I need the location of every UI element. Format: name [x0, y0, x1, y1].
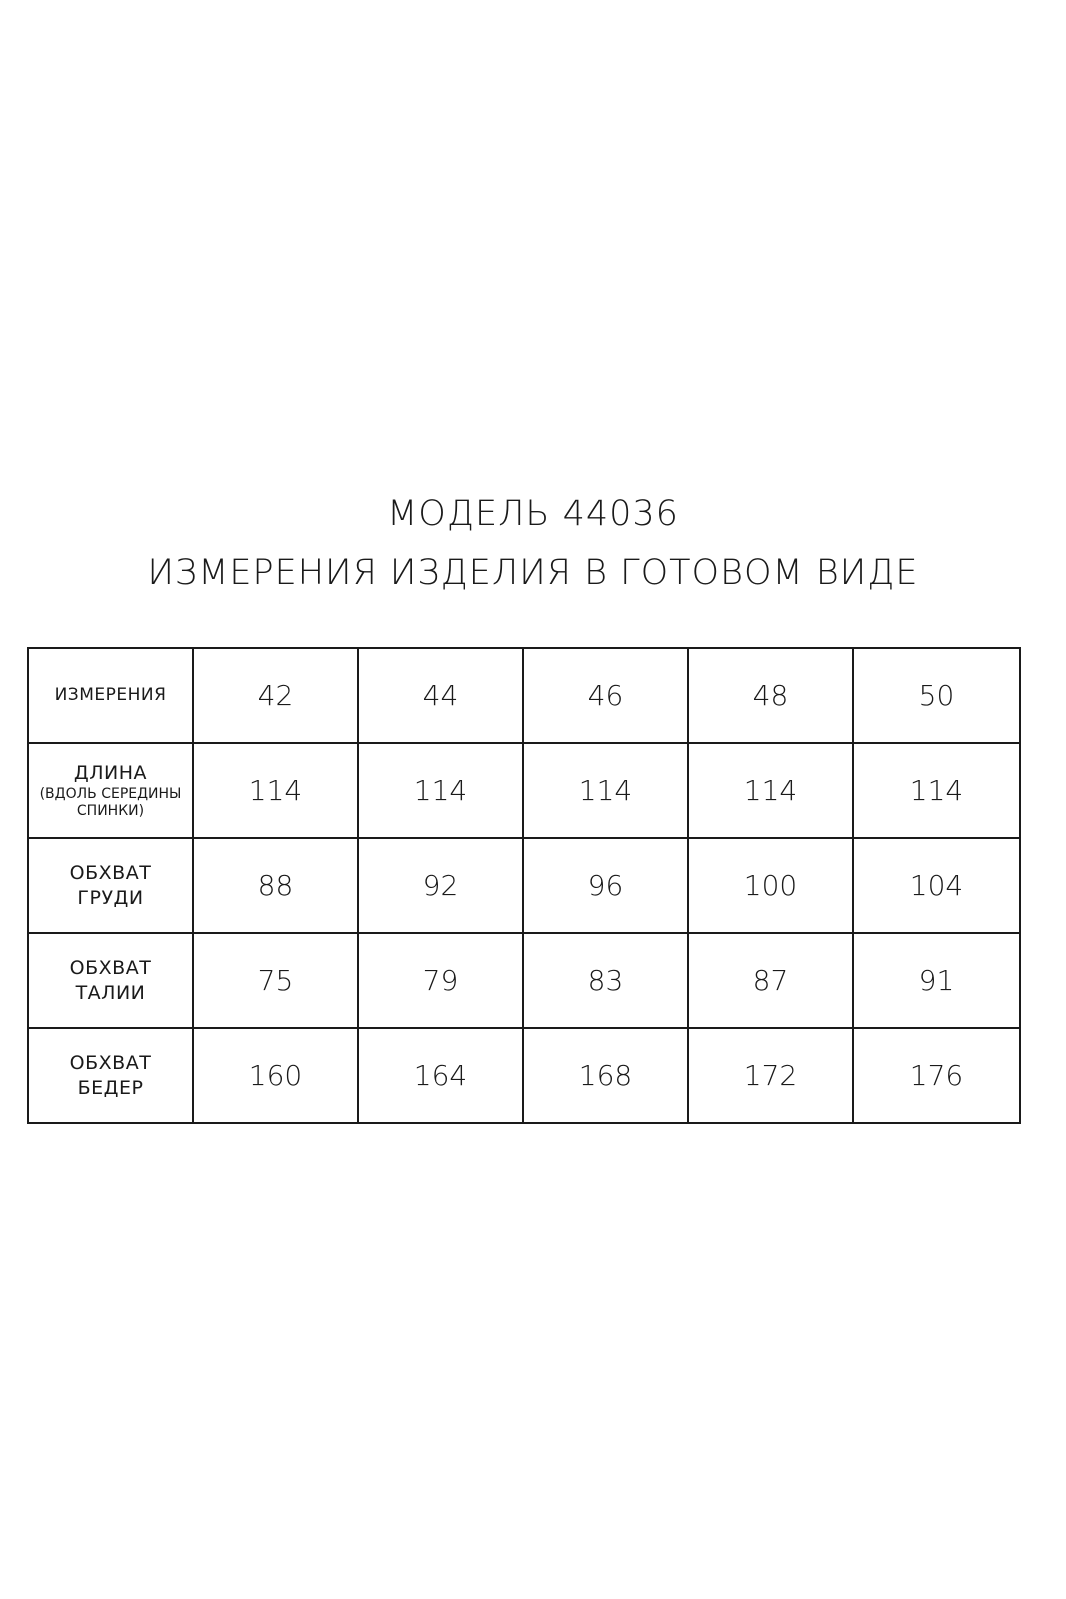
- table-row-length: [28, 743, 1020, 838]
- cell-value: 96: [587, 869, 624, 902]
- header-label-cell: [28, 648, 193, 743]
- cell-value: 114: [578, 774, 633, 807]
- measurements-subtitle: ИЗМЕРЕНИЯ ИЗДЕЛИЯ В ГОТОВОМ ВИДЕ: [147, 553, 919, 593]
- value-cell: [853, 1028, 1020, 1123]
- value-cell: [358, 1028, 523, 1123]
- row-label: ТАЛИИ: [75, 981, 146, 1004]
- row-label-note: СПИНКИ): [76, 803, 145, 819]
- row-label-note: (ВДОЛЬ СЕРЕДИНЫ: [39, 786, 182, 802]
- size-header: 44: [422, 679, 459, 712]
- cell-value: 75: [257, 964, 294, 997]
- value-cell: [523, 743, 688, 838]
- cell-value: 92: [422, 869, 459, 902]
- value-cell: [358, 743, 523, 838]
- cell-value: 164: [413, 1059, 468, 1092]
- value-cell: [193, 838, 358, 933]
- cell-value: 91: [918, 964, 955, 997]
- value-cell: [523, 838, 688, 933]
- cell-value: 79: [422, 964, 459, 997]
- cell-value: 160: [248, 1059, 303, 1092]
- cell-value: 168: [578, 1059, 633, 1092]
- value-cell: [193, 933, 358, 1028]
- value-cell: [688, 1028, 853, 1123]
- cell-value: 104: [909, 869, 964, 902]
- value-cell: [688, 743, 853, 838]
- size-header: 46: [587, 679, 624, 712]
- model-title: МОДЕЛЬ 44036: [387, 494, 679, 534]
- value-cell: [523, 933, 688, 1028]
- size-header-cell: [193, 648, 358, 743]
- cell-value: 114: [248, 774, 303, 807]
- cell-value: 100: [743, 869, 798, 902]
- row-label-cell: [28, 743, 193, 838]
- size-header-cell: [688, 648, 853, 743]
- size-header-cell: [358, 648, 523, 743]
- value-cell: [688, 838, 853, 933]
- size-header-cell: [523, 648, 688, 743]
- row-label-cell: [28, 1028, 193, 1123]
- value-cell: [853, 933, 1020, 1028]
- size-header-cell: [853, 648, 1020, 743]
- cell-value: 172: [743, 1059, 798, 1092]
- row-label-cell: [28, 838, 193, 933]
- row-label-cell: [28, 933, 193, 1028]
- size-chart-table: [27, 647, 1021, 1124]
- value-cell: [523, 1028, 688, 1123]
- value-cell: [358, 933, 523, 1028]
- table-row-waist: [28, 933, 1020, 1028]
- value-cell: [688, 933, 853, 1028]
- cell-value: 83: [587, 964, 624, 997]
- row-label: ДЛИНА: [73, 762, 148, 784]
- size-header: 48: [752, 679, 789, 712]
- row-label: ГРУДИ: [77, 886, 144, 909]
- value-cell: [193, 743, 358, 838]
- cell-value: 114: [743, 774, 798, 807]
- value-cell: [358, 838, 523, 933]
- value-cell: [853, 743, 1020, 838]
- cell-value: 114: [413, 774, 468, 807]
- value-cell: [193, 1028, 358, 1123]
- row-label: ОБХВАТ: [69, 1051, 152, 1074]
- size-header: 50: [918, 679, 955, 712]
- value-cell: [853, 838, 1020, 933]
- cell-value: 176: [909, 1059, 964, 1092]
- size-header: 42: [257, 679, 294, 712]
- cell-value: 87: [752, 964, 789, 997]
- row-label: ОБХВАТ: [69, 956, 152, 979]
- row-label: ОБХВАТ: [69, 861, 152, 884]
- header-label: ИЗМЕРЕНИЯ: [54, 685, 167, 705]
- table-row-hips: [28, 1028, 1020, 1123]
- table-row-chest: [28, 838, 1020, 933]
- cell-value: 88: [257, 869, 294, 902]
- row-label: БЕДЕР: [77, 1076, 144, 1099]
- table-header-row: [28, 648, 1020, 743]
- cell-value: 114: [909, 774, 964, 807]
